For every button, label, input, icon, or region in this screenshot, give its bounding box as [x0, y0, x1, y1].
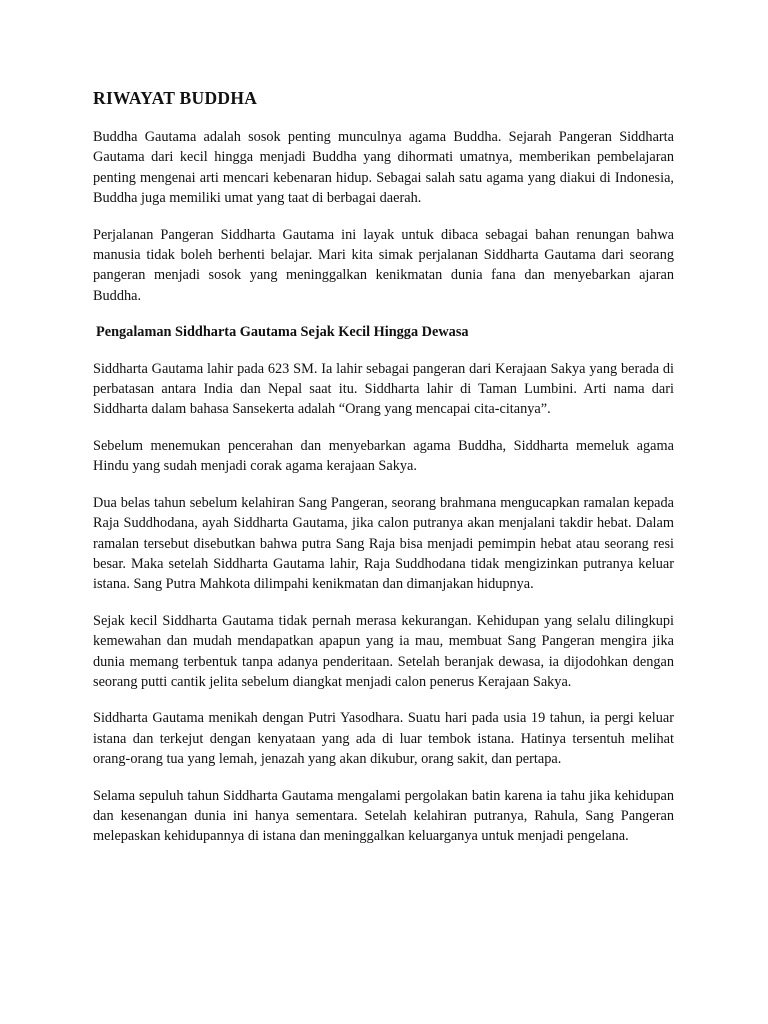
body-paragraph: Dua belas tahun sebelum kelahiran Sang Pangeran, seorang brahmana mengucapkan ramalan kepada Raja Suddhodana, ayah Siddharta Gautama, jika calon putranya akan menjalani takdir hebat. Dalam ramalan tersebut disebutkan bahwa putra Sang Raja bisa menjadi pemimpin hebat atau seorang resi besar. Maka setelah Siddharta Gautama lahir, Raja Suddhodana tidak mengizinkan putranya keluar istana. Sang Putra Mahkota dilimpahi kenikmatan dan dimanjakan hidupnya. — [93, 494, 674, 593]
body-paragraph: Selama sepuluh tahun Siddharta Gautama mengalami pergolakan batin karena ia tahu jika kehidupan dan kesenangan dunia ini hanya sementara. Setelah kelahiran putranya, Rahula, Sang Pangeran melepaskan kehidupannya di istana dan meninggalkan keluarganya untuk menjadi pengelana. — [93, 787, 674, 845]
intro-paragraph: Perjalanan Pangeran Siddharta Gautama ini layak untuk dibaca sebagai bahan renungan bahwa manusia tidak boleh berhenti belajar. Mari kita simak perjalanan Siddharta Gautama dari seorang pangeran menjadi sosok yang meninggalkan kenikmatan dunia fana dan menyebarkan ajaran Buddha. — [93, 226, 674, 304]
document-title: RIWAYAT BUDDHA — [93, 88, 258, 108]
section-heading: Pengalaman Siddharta Gautama Sejak Kecil Hingga Dewasa — [96, 324, 469, 341]
document-body — [93, 86, 674, 863]
intro-paragraph: Buddha Gautama adalah sosok penting munculnya agama Buddha. Sejarah Pangeran Siddharta Gautama dari kecil hingga menjadi Buddha yang dihormati umatnya, memberikan pembelajaran penting mengenai arti mencari kebenaran hidup. Sebagai salah satu agama yang diakui di Indonesia, Buddha juga memiliki umat yang taat di berbagai daerah. — [93, 129, 674, 207]
body-paragraph: Siddharta Gautama menikah dengan Putri Yasodhara. Suatu hari pada usia 19 tahun, ia pergi keluar istana dan terkejut dengan kenyataan yang ada di luar tembok istana. Hatinya tersentuh melihat orang-orang tua yang lemah, jenazah yang akan dikubur, orang sakit, dan pertapa. — [93, 710, 674, 768]
body-paragraph: Sebelum menemukan pencerahan dan menyebarkan agama Buddha, Siddharta memeluk agama Hindu yang sudah menjadi corak agama kerajaan Sakya. — [93, 437, 674, 475]
body-paragraph: Siddharta Gautama lahir pada 623 SM. Ia lahir sebagai pangeran dari Kerajaan Sakya yang berada di perbatasan antara India dan Nepal saat itu. Siddharta lahir di Taman Lumbini. Arti nama dari Siddharta dalam bahasa Sansekerta adalah “Orang yang mencapai cita-citanya”. — [93, 360, 674, 418]
body-paragraph: Sejak kecil Siddharta Gautama tidak pernah merasa kekurangan. Kehidupan yang selalu dilingkupi kemewahan dan mudah mendapatkan apapun yang ia mau, membuat Sang Pangeran mengira jika dunia memang terbentuk tanpa adanya penderitaan. Setelah beranjak dewasa, ia dijodohkan dengan seorang putti cantik jelita sebelum diangkat menjadi calon penerus Kerajaan Sakya. — [93, 612, 674, 690]
